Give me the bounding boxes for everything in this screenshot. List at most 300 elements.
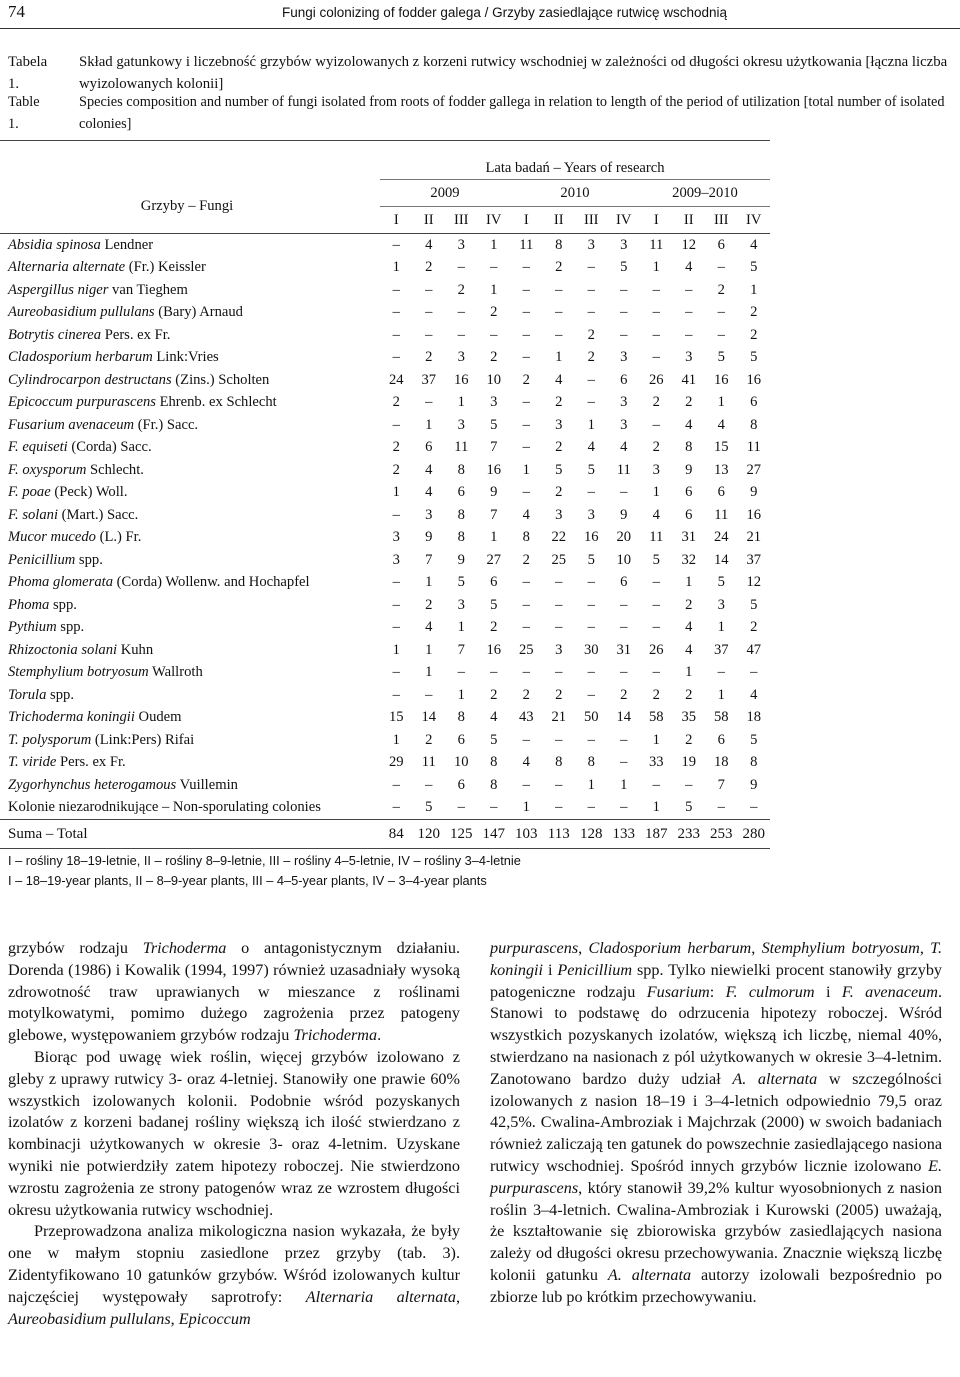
count-cell: 33 [648,754,664,771]
count-cell: 5 [490,596,498,613]
count-cell: 1 [425,574,433,591]
count-cell: 1 [652,731,660,748]
species-name-cell [0,459,380,482]
species-latin-name: Trichoderma koningii [8,709,135,726]
count-cell: 8 [457,709,465,726]
count-cell: 1 [490,529,498,546]
count-cell: 5 [587,551,595,568]
count-cell: 1 [392,259,400,276]
count-cell: 2 [587,349,595,366]
count-cell: 2 [555,394,563,411]
count-cell: 3 [652,461,660,478]
count-cell: 6 [457,776,465,793]
table-row [0,594,770,617]
count-cell: – [392,304,400,321]
count-cell: 9 [750,484,758,501]
count-cell: 6 [425,439,433,456]
species-latin-name: Cylindrocarpon destructans [8,371,172,388]
count-cell: 25 [551,551,567,568]
count-cell: 1 [457,394,465,411]
count-cell: – [750,799,758,816]
count-cell: 3 [555,641,563,658]
total-cell: 133 [608,820,641,849]
count-cell: 9 [425,529,433,546]
count-cell: 1 [620,776,628,793]
count-cell: 2 [555,686,563,703]
species-name-cell [0,279,380,302]
count-cell: 3 [457,236,465,253]
count-cell: 2 [425,731,433,748]
count-cell: 2 [685,731,693,748]
italic-term: Aureobasidium pullulans [8,1309,171,1328]
body-text-left-column [8,938,460,1330]
running-head: Fungi colonizing of fodder galega / Grzyby zasiedlające rutwicę wschodnią [282,5,727,20]
species-name-cell [0,369,380,392]
count-cell: – [392,574,400,591]
count-cell: 4 [750,236,758,253]
count-cell: – [392,281,400,298]
count-cell: 2 [392,439,400,456]
table-row [0,752,770,775]
count-cell: – [522,619,530,636]
count-cell: 2 [587,326,595,343]
text-run: i [543,960,558,979]
count-cell: 7 [425,551,433,568]
total-cell: 103 [510,820,543,849]
count-cell: – [652,664,660,681]
count-cell: 8 [457,506,465,523]
count-cell: – [685,304,693,321]
count-cell: 2 [490,304,498,321]
count-cell: 16 [583,529,599,546]
count-cell: – [652,776,660,793]
table-row [0,617,770,640]
period-subheader: IV [486,211,502,228]
count-cell: 2 [522,686,530,703]
count-cell: 5 [587,461,595,478]
species-latin-name: Zygorhynchus heterogamous [8,776,177,793]
species-name-cell [0,729,380,752]
text-run: w szczególności izolowanych z nasion 18–19 i 3–4-letnich odpowiednio 79,5 oraz 42,5%. Cwalina-Ambroziak i Majchrzak (2000) w swoich badaniach również zaliczają ten gatunek do powszechnie zasiedlającego nasiona rutwicy wschodniej. Spośród innych grzybów licznie izolowano [490,1069,942,1175]
count-cell: 3 [457,349,465,366]
count-cell: 1 [457,619,465,636]
count-cell: 4 [425,484,433,501]
table-row [0,482,770,505]
count-cell: – [555,664,563,681]
count-cell: 4 [425,619,433,636]
count-cell: 8 [522,529,530,546]
total-cell: 280 [738,820,771,849]
count-cell: 11 [746,439,761,456]
species-authority: (Corda) Wollenw. and Hochapfel [113,574,310,591]
species-name-cell [0,594,380,617]
count-cell: 5 [717,574,725,591]
text-run: : [709,982,726,1001]
period-subheader: II [423,211,434,228]
count-cell: – [587,596,595,613]
species-authority: (Link:Pers) Rifai [91,731,195,748]
count-cell: 3 [490,394,498,411]
table-row [0,662,770,685]
count-cell: 1 [587,776,595,793]
count-cell: 5 [750,731,758,748]
count-cell: – [392,619,400,636]
count-cell: – [392,506,400,523]
count-cell: 2 [425,349,433,366]
count-cell: 13 [713,461,729,478]
count-cell: – [522,326,530,343]
species-name-cell [0,234,380,257]
count-cell: – [652,416,660,433]
species-name-cell [0,527,380,550]
species-latin-name: Rhizoctonia solani [8,641,118,658]
count-cell: 3 [685,349,693,366]
count-cell: 1 [717,619,725,636]
species-latin-name: Alternaria alternate [8,259,126,276]
count-cell: 3 [555,416,563,433]
count-cell: 5 [490,731,498,748]
italic-term: A. alternata [732,1069,818,1088]
table-row [0,549,770,572]
text-run: , [455,1287,460,1306]
count-cell: 11 [714,506,729,523]
count-cell: 2 [652,394,660,411]
count-cell: 58 [648,709,664,726]
count-cell: 16 [713,371,729,388]
count-cell: 4 [685,416,693,433]
count-cell: 14 [421,709,437,726]
count-cell: 1 [522,799,530,816]
table-row [0,369,770,392]
count-cell: 11 [454,439,469,456]
period-subheader: III [453,211,469,228]
count-cell: 4 [425,236,433,253]
total-cell: 120 [413,820,446,849]
species-latin-name: F. oxysporum [8,461,87,478]
count-cell: 6 [457,484,465,501]
count-cell: 3 [620,394,628,411]
count-cell: 22 [551,529,567,546]
count-cell: 5 [750,259,758,276]
italic-term: F. avenaceum [841,982,938,1001]
count-cell: 3 [587,506,595,523]
table-row [0,257,770,280]
species-latin-name: Mucor mucedo [8,529,96,546]
table-title-polish: Skład gatunkowy i liczebność grzybów wyizolowanych z korzeni rutwicy wschodniej w zależności od długości okresu użytkowania [łączna liczba wyizolowanych kolonii] [79,54,948,92]
count-cell: 4 [425,461,433,478]
text-run: i [814,982,842,1001]
count-cell: – [555,596,563,613]
species-authority: van Tieghem [108,281,188,298]
table-row [0,684,770,707]
count-cell: – [392,596,400,613]
species-authority: (Peck) Woll. [50,484,128,501]
count-cell: 16 [486,461,502,478]
count-cell: – [522,281,530,298]
period-subheader: II [683,211,694,228]
count-cell: – [620,304,628,321]
total-cell: 147 [478,820,511,849]
header-empty-cell [0,141,380,180]
italic-term: Epicoccum [178,1309,251,1328]
count-cell: 24 [713,529,729,546]
count-cell: 4 [685,259,693,276]
body-paragraph [8,1047,460,1221]
count-cell: – [392,664,400,681]
total-cell: 125 [445,820,478,849]
body-paragraph [8,1221,460,1330]
species-name-cell [0,617,380,640]
species-latin-name: Penicillium [8,551,76,568]
count-cell: 21 [551,709,567,726]
italic-term: Cladosporium herbarum [588,939,752,957]
count-cell: 2 [750,326,758,343]
year-group-header: 2010 [510,180,640,207]
count-cell: – [587,799,595,816]
count-cell: – [522,731,530,748]
count-cell: 1 [425,664,433,681]
species-name-cell [0,414,380,437]
species-latin-name: F. solani [8,506,59,523]
table-label-english: Table 1. [8,94,40,132]
count-cell: – [392,416,400,433]
count-cell: – [555,619,563,636]
period-subheader: IV [746,211,762,228]
text-run: Przeprowadzona analiza mikologiczna nasion wykazała, że były one w małym stopniu zasiedlone przez grzyby (tab. 3). Zidentyfikowano 10 gatunków grzybów. Wśród izolowanych kultur najczęściej występowały saprotrofy: [8,1222,460,1306]
count-cell: – [652,304,660,321]
count-cell: 31 [681,529,697,546]
species-name-cell [0,324,380,347]
count-cell: 3 [717,596,725,613]
count-cell: 5 [457,574,465,591]
species-latin-name: T. polysporum [8,731,92,748]
count-cell: 3 [457,416,465,433]
count-cell: – [587,259,595,276]
species-latin-name: Cladosporium herbarum [8,349,153,366]
count-cell: 27 [486,551,502,568]
count-cell: – [522,776,530,793]
count-cell: 5 [652,551,660,568]
count-cell: 35 [681,709,697,726]
table-row [0,707,770,730]
species-authority: (L.) Fr. [95,529,142,546]
species-name-cell [0,684,380,707]
species-name-cell [0,707,380,730]
count-cell: – [685,281,693,298]
species-authority: Lendner [100,236,154,253]
count-cell: 11 [649,529,664,546]
count-cell: 6 [717,236,725,253]
text-run: spp. Tylko niewielki procent stanowiły grzyby patogeniczne rodzaju [490,960,943,1001]
count-cell: 1 [685,664,693,681]
count-cell: 3 [392,529,400,546]
research-years-header: Lata badań – Years of research [380,141,770,180]
species-latin-name: Fusarium avenaceum [8,416,135,433]
species-latin-name: Torula [8,686,47,703]
count-cell: 6 [717,731,725,748]
count-cell: 2 [392,461,400,478]
italic-term: Trichoderma [142,939,227,957]
table-label-polish: Tabela 1. [8,54,48,92]
table-row [0,392,770,415]
count-cell: – [620,731,628,748]
count-cell: – [620,596,628,613]
count-cell: 7 [457,641,465,658]
year-group-header: 2009 [380,180,510,207]
species-latin-name: F. poae [8,484,51,501]
period-subheader: III [713,211,729,228]
count-cell: – [587,281,595,298]
count-cell: 4 [685,641,693,658]
text-run: , [170,1309,179,1328]
text-run: , [919,939,931,957]
period-subheader: II [553,211,564,228]
table-row [0,459,770,482]
count-cell: 16 [746,506,762,523]
count-cell: 4 [717,416,725,433]
count-cell: 18 [746,709,762,726]
species-name-cell [0,504,380,527]
count-cell: – [587,731,595,748]
count-cell: 3 [392,551,400,568]
count-cell: 10 [616,551,632,568]
text-run: Biorąc pod uwagę wiek roślin, więcej grzybów izolowano z gleby z uprawy rutwicy 3- oraz 4-letniej. Stanowiły one prawie 60% wszystkich izolowanych kolonii. Podobnie wśród pozyskanych izolatów z korzeni badanej rośliny większą ich ilość stwierdzano z kombinacji użytkowanych w okresie 3- oraz 4-letnim. Uzyskane wyniki nie potwierdziły zatem hipotezy roboczej. Nie stwierdzono wzrostu zagrożenia ze strony patogenów wraz ze wzrostem długości okresu użytkowania rutwicy wschodniej. [8,1047,460,1219]
text-run: , [751,939,762,957]
count-cell: 4 [587,439,595,456]
body-paragraph [8,938,460,1047]
count-cell: 9 [685,461,693,478]
text-run: , który stanowił 39,2% kultur wyosobnionych z nasion roślin 3–4-letnich. Cwalina-Ambroziak i Kurowski (2005) uważają, że kształtowanie się zbiorowiska grzybów zasiedlających nasiona zależy od długości okresu przechowywania. Znacznie większą liczbę kolonii gatunku [490,1178,942,1284]
count-cell: 16 [486,641,502,658]
count-cell: – [555,776,563,793]
count-cell: 8 [555,236,563,253]
species-latin-name: Botrytis cinerea [8,326,102,343]
count-cell: 12 [746,574,762,591]
count-cell: 4 [522,506,530,523]
count-cell: – [620,619,628,636]
count-cell: – [652,281,660,298]
count-cell: – [717,799,725,816]
count-cell: – [490,664,498,681]
count-cell: 2 [685,596,693,613]
count-cell: 2 [425,259,433,276]
count-cell: 1 [425,641,433,658]
count-cell: 18 [713,754,729,771]
table-row [0,234,770,257]
table-row [0,774,770,797]
count-cell: 2 [457,281,465,298]
species-name-cell [0,482,380,505]
period-subheader: IV [616,211,632,228]
count-cell: – [587,664,595,681]
species-name-cell [0,257,380,280]
count-cell: 2 [555,484,563,501]
count-cell: 2 [522,551,530,568]
count-cell: 3 [587,236,595,253]
italic-term: Penicillium [557,960,633,979]
species-authority: (Fr.) Sacc. [134,416,199,433]
total-cell: 253 [705,820,738,849]
count-cell: 26 [648,641,664,658]
count-cell: 8 [685,439,693,456]
count-cell: 2 [425,596,433,613]
count-cell: 2 [685,686,693,703]
species-authority: (Bary) Arnaud [154,304,243,321]
count-cell: 5 [490,416,498,433]
count-cell: – [717,664,725,681]
count-cell: 47 [746,641,762,658]
species-latin-name: Aureobasidium pullulans [8,304,155,321]
species-authority: (Zins.) Scholten [171,371,270,388]
count-cell: – [587,686,595,703]
footnote-english: I – 18–19-year plants, II – 8–9-year plants, III – 4–5-year plants, IV – 3–4-year plants [8,873,487,888]
total-cell: 233 [673,820,706,849]
count-cell: 9 [620,506,628,523]
table-row [0,324,770,347]
fungi-column-header: Grzyby – Fungi [140,197,234,214]
header-rule [0,28,960,29]
species-name-cell [0,437,380,460]
count-cell: – [717,304,725,321]
count-cell: 1 [490,236,498,253]
count-cell: 41 [681,371,697,388]
table-row [0,527,770,550]
count-cell: 2 [620,686,628,703]
count-cell: 5 [685,799,693,816]
species-name-cell [0,774,380,797]
count-cell: 2 [490,686,498,703]
count-cell: 4 [652,506,660,523]
count-cell: 10 [486,371,502,388]
count-cell: – [652,596,660,613]
count-cell: – [587,619,595,636]
count-cell: – [652,619,660,636]
body-paragraph [490,938,942,1309]
italic-term: Stemphylium botryosum [761,939,920,957]
count-cell: 1 [652,484,660,501]
count-cell: 3 [620,236,628,253]
count-cell: 2 [652,439,660,456]
count-cell: 1 [652,259,660,276]
italic-term: F. culmorum [725,982,815,1001]
count-cell: 20 [616,529,632,546]
count-cell: 11 [421,754,436,771]
species-name-cell [0,572,380,595]
count-cell: – [522,596,530,613]
count-cell: 6 [620,371,628,388]
count-cell: 5 [750,596,758,613]
count-cell: 43 [518,709,534,726]
count-cell: 3 [620,416,628,433]
table-row [0,504,770,527]
species-authority: Oudem [134,709,182,726]
count-cell: 1 [392,731,400,748]
count-cell: 2 [555,439,563,456]
count-cell: 2 [717,281,725,298]
count-cell: 3 [555,506,563,523]
count-cell: 16 [746,371,762,388]
count-cell: 1 [490,281,498,298]
species-authority: Wallroth [148,664,203,681]
fungi-table [0,140,770,849]
count-cell: – [522,484,530,501]
count-cell: 8 [750,416,758,433]
count-cell: 9 [490,484,498,501]
species-name-cell [0,549,380,572]
count-cell: 6 [685,484,693,501]
table-row [0,347,770,370]
table-row [0,279,770,302]
